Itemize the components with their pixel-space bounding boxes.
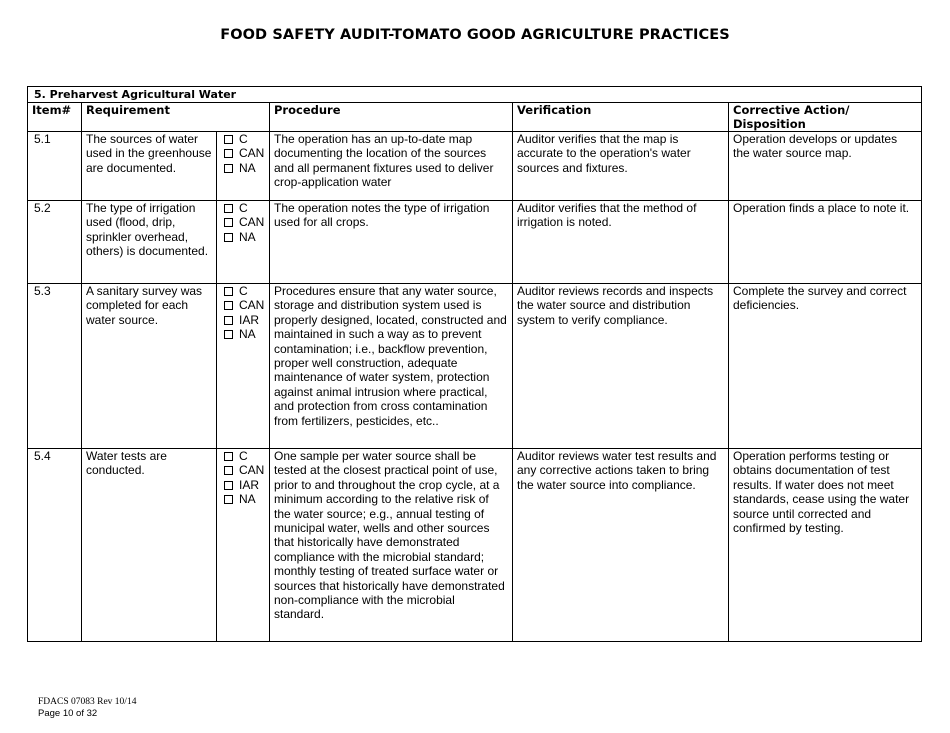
corrective-cell: Operation finds a place to note it. — [729, 201, 922, 284]
corrective-cell: Operation develops or updates the water source map. — [729, 132, 922, 201]
header-item: Item# — [28, 103, 82, 132]
corrective-cell: Complete the survey and correct deficiencies. — [729, 284, 922, 449]
checkbox-icon[interactable] — [224, 495, 233, 504]
procedure-cell: One sample per water source shall be tested at the closest practical point of use, prior to and throughout the crop cycle, at a minimum according to the relative risk of the water source; e.g., annual testing of municipal water, wells and other sources that historically have demonstrated compliance with the microbial standard; monthly testing of treated surface water or sources that historically have demonstrated non-compliance with the microbial standard. — [270, 449, 513, 642]
procedure-cell: The operation has an up-to-date map documenting the location of the sources and all permanent fixtures used to deliver crop-application water — [270, 132, 513, 201]
option-c[interactable]: C — [224, 284, 267, 298]
checkbox-icon[interactable] — [224, 164, 233, 173]
requirement-cell: Water tests are conducted. — [82, 449, 217, 642]
corrective-cell: Operation performs testing or obtains documentation of test results. If water does not meet standards, cease using the water source until corrected and confirmed by testing. — [729, 449, 922, 642]
option-na[interactable]: NA — [224, 161, 267, 175]
option-can[interactable]: CAN — [224, 298, 267, 312]
procedure-cell: The operation notes the type of irrigation used for all crops. — [270, 201, 513, 284]
verification-cell: Auditor reviews water test results and any corrective actions taken to bring the water source into compliance. — [513, 449, 729, 642]
option-iar[interactable]: IAR — [224, 478, 267, 492]
option-c[interactable]: C — [224, 132, 267, 146]
option-na[interactable]: NA — [224, 327, 267, 341]
checkbox-icon[interactable] — [224, 466, 233, 475]
item-number: 5.2 — [28, 201, 82, 284]
column-header-row — [28, 103, 922, 132]
requirement-cell: The type of irrigation used (flood, drip, sprinkler overhead, others) is documented. — [82, 201, 217, 284]
checkbox-icon[interactable] — [224, 316, 233, 325]
option-can[interactable]: CAN — [224, 146, 267, 160]
checkbox-icon[interactable] — [224, 135, 233, 144]
header-requirement: Requirement — [82, 103, 217, 132]
table-row — [28, 201, 922, 284]
page-title: FOOD SAFETY AUDIT-TOMATO GOOD AGRICULTURE PRACTICES — [220, 27, 730, 43]
checkbox-icon[interactable] — [224, 452, 233, 461]
page-number: Page 10 of 32 — [38, 708, 98, 719]
table-row — [28, 132, 922, 201]
table-row — [28, 284, 922, 449]
checkbox-icon[interactable] — [224, 218, 233, 227]
item-number: 5.3 — [28, 284, 82, 449]
options-cell — [217, 284, 270, 449]
option-iar[interactable]: IAR — [224, 313, 267, 327]
options-cell — [217, 449, 270, 642]
requirement-cell: The sources of water used in the greenhouse are documented. — [82, 132, 217, 201]
verification-cell: Auditor verifies that the method of irrigation is noted. — [513, 201, 729, 284]
option-na[interactable]: NA — [224, 230, 267, 244]
checkbox-icon[interactable] — [224, 330, 233, 339]
options-cell — [217, 132, 270, 201]
option-can[interactable]: CAN — [224, 463, 267, 477]
checkbox-icon[interactable] — [224, 149, 233, 158]
table-row — [28, 449, 922, 642]
verification-cell: Auditor reviews records and inspects the water source and distribution system to verify compliance. — [513, 284, 729, 449]
section-header-row — [28, 87, 922, 103]
header-corrective: Corrective Action/ Disposition — [729, 103, 922, 132]
checkbox-icon[interactable] — [224, 287, 233, 296]
verification-cell: Auditor verifies that the map is accurate to the operation's water sources and fixtures. — [513, 132, 729, 201]
option-can[interactable]: CAN — [224, 215, 267, 229]
procedure-cell: Procedures ensure that any water source, storage and distribution system used is properly designed, located, constructed and maintained in such a way as to prevent contamination; i.e., backflow prevention, proper well construction, adequate maintenance of water system, protection against animal intrusion where practical, and protection from cross contamination from fertilizers, pesticides, etc.. — [270, 284, 513, 449]
audit-table — [27, 86, 922, 642]
item-number: 5.4 — [28, 449, 82, 642]
checkbox-icon[interactable] — [224, 301, 233, 310]
options-cell — [217, 201, 270, 284]
form-revision: FDACS 07083 Rev 10/14 — [38, 697, 137, 707]
requirement-cell: A sanitary survey was completed for each water source. — [82, 284, 217, 449]
option-na[interactable]: NA — [224, 492, 267, 506]
header-procedure: Procedure — [270, 103, 513, 132]
checkbox-icon[interactable] — [224, 204, 233, 213]
item-number: 5.1 — [28, 132, 82, 201]
header-verification: Verification — [513, 103, 729, 132]
option-c[interactable]: C — [224, 201, 267, 215]
header-options — [217, 103, 270, 132]
section-title: 5. Preharvest Agricultural Water — [28, 87, 922, 103]
checkbox-icon[interactable] — [224, 233, 233, 242]
page-footer — [38, 696, 136, 720]
option-c[interactable]: C — [224, 449, 267, 463]
checkbox-icon[interactable] — [224, 481, 233, 490]
